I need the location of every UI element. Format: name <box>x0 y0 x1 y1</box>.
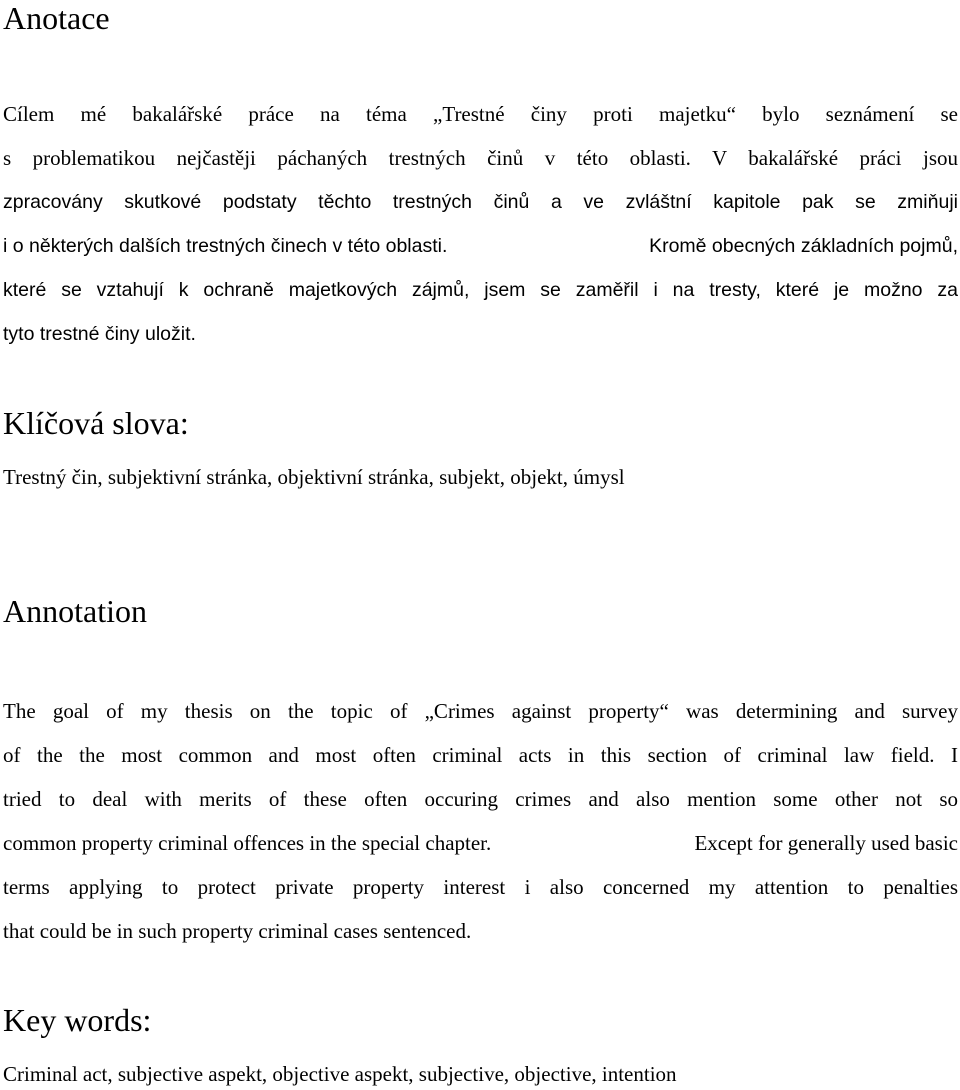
paragraph-line: které se vztahují k ochraně majetkových zájmů, jsem se zaměřil i na tresty, které je možno za <box>3 279 958 301</box>
heading-anotace: Anotace <box>3 0 110 36</box>
paragraph-line: that could be in such property criminal cases sentenced. <box>3 919 472 943</box>
paragraph-line-part: Kromě obecných základních pojmů, <box>649 235 958 257</box>
heading-klicova-slova: Klíčová slova: <box>3 405 189 441</box>
paragraph-line: s problematikou nejčastěji páchaných trestných činů v této oblasti. V bakalářské práci jsou <box>3 146 958 170</box>
paragraph-line: tyto trestné činy uložit. <box>3 323 196 345</box>
paragraph-line-part: Except for generally used basic <box>694 831 958 855</box>
heading-annotation: Annotation <box>3 593 147 629</box>
paragraph-line: The goal of my thesis on the topic of „Crimes against property“ was determining and survey <box>3 699 958 723</box>
paragraph-annotation <box>3 689 958 953</box>
paragraph-line-mixed <box>3 224 958 268</box>
paragraph-anotace <box>3 92 958 356</box>
paragraph-line-mixed <box>3 821 958 865</box>
paragraph-line: Cílem mé bakalářské práce na téma „Trestné činy proti majetku“ bylo seznámení se <box>3 102 958 126</box>
paragraph-line: of the the most common and most often criminal acts in this section of criminal law field. I <box>3 743 958 767</box>
keywords-cz: Trestný čin, subjektivní stránka, objektivní stránka, subjekt, objekt, úmysl <box>3 465 625 489</box>
paragraph-line: tried to deal with merits of these often occuring crimes and also mention some other not so <box>3 787 958 811</box>
paragraph-line: terms applying to protect private property interest i also concerned my attention to penalties <box>3 875 958 899</box>
paragraph-line: zpracovány skutkové podstaty těchto trestných činů a ve zvláštní kapitole pak se zmiňuji <box>3 191 958 213</box>
heading-key-words: Key words: <box>3 1002 152 1038</box>
paragraph-line-part: i o některých dalších trestných činech v této oblasti. <box>3 235 448 257</box>
keywords-en: Criminal act, subjective aspekt, objective aspekt, subjective, objective, intention <box>3 1062 677 1086</box>
paragraph-line-part: common property criminal offences in the special chapter. <box>3 831 492 855</box>
